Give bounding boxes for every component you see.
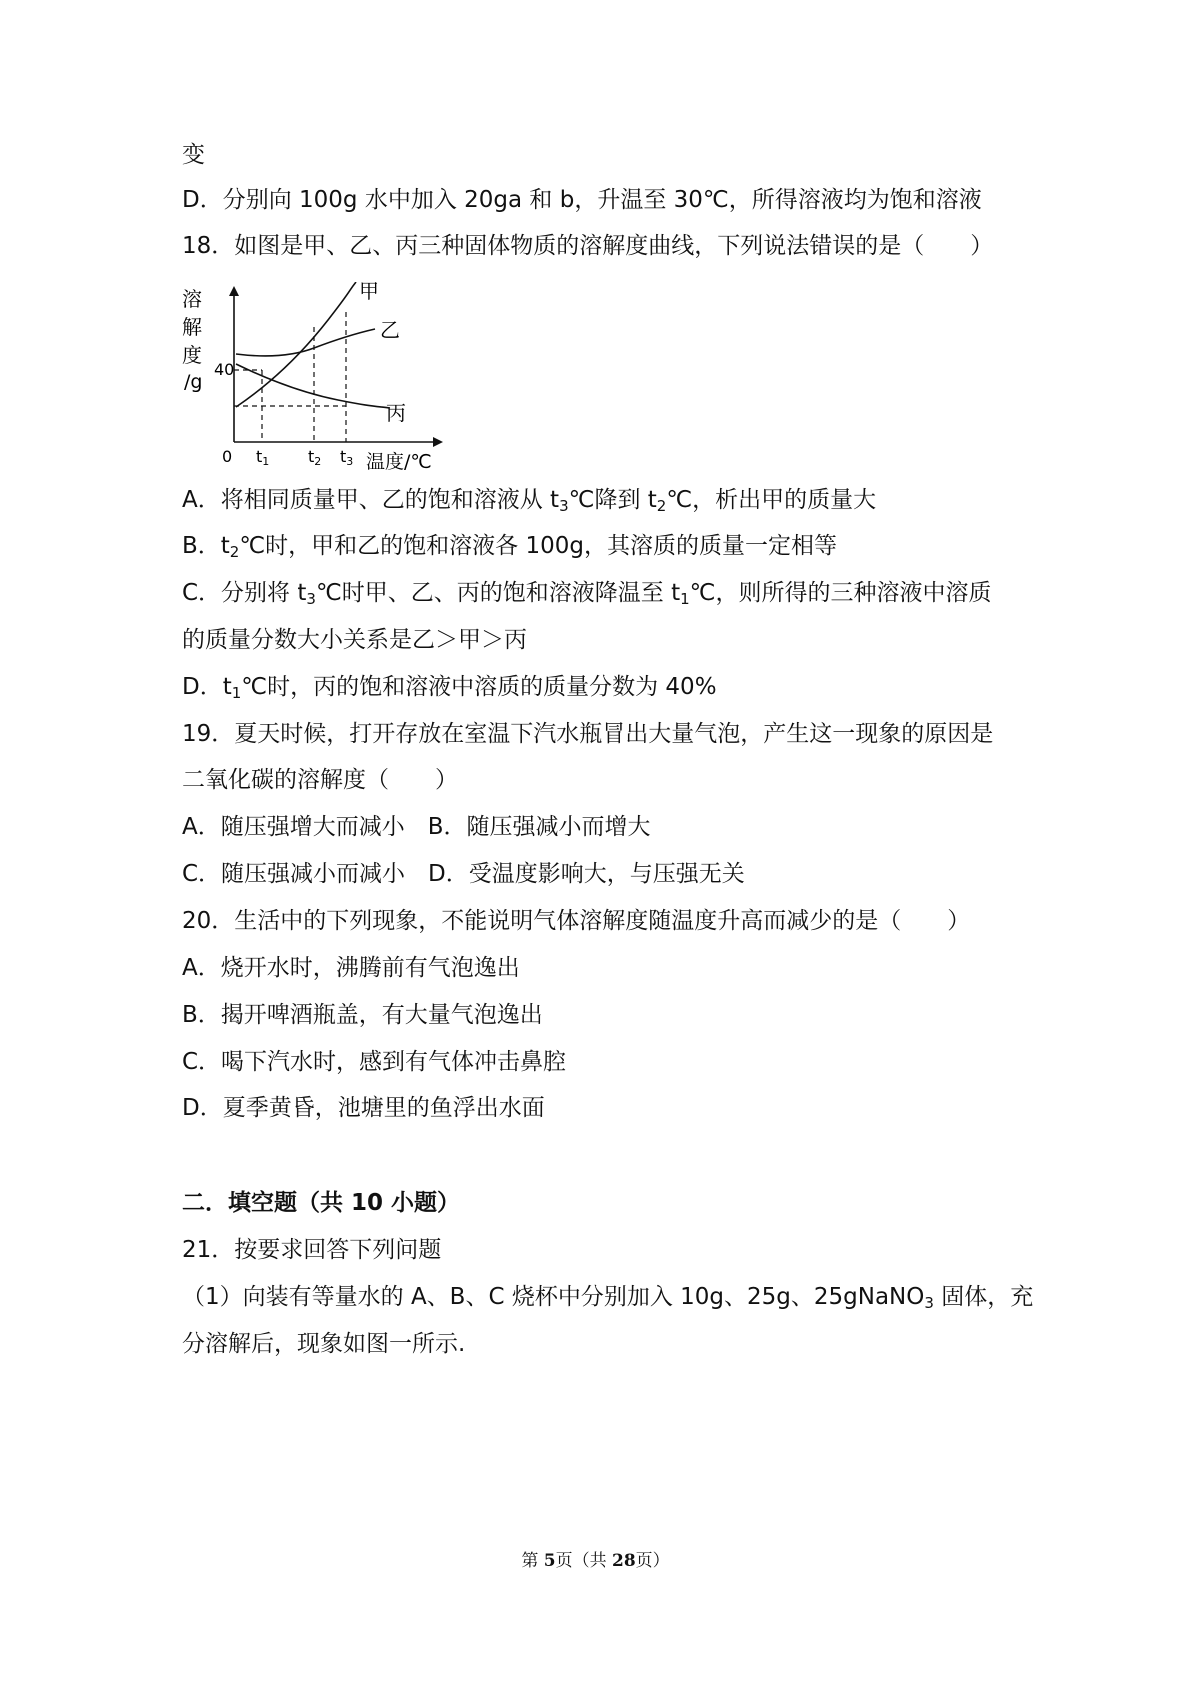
solubility-curve-figure <box>178 282 458 472</box>
page-footer: 第 5页（共 28页） <box>521 1551 670 1571</box>
option-20b: B．揭开啤酒瓶盖，有大量气泡逸出 <box>182 1002 543 1028</box>
y-axis-arrow <box>229 286 239 296</box>
x-tick-t1: t1 <box>256 447 270 468</box>
option-18c-continued: 的质量分数大小关系是乙＞甲＞丙 <box>182 627 527 653</box>
x-axis-label: 温度/℃ <box>366 451 432 472</box>
y-axis-label-3: 度 <box>182 343 202 367</box>
curve-label-bing: 丙 <box>386 401 406 425</box>
y-axis-label-1: 溶 <box>182 287 202 311</box>
curve-label-jia: 甲 <box>359 282 379 303</box>
option-18b: B．$t_2℃$时，甲和乙的饱和溶液各 100g，其溶质的质量一定相等 <box>182 533 837 561</box>
options-19ab: A．随压强增大而减小 B．随压强减小而增大 <box>182 814 651 840</box>
text-line-1: 变 <box>182 142 205 168</box>
option-18c: C．分别将 $t_3℃$时甲、乙、丙的饱和溶液降温至 $t_1℃$，则所得的三种溶液中溶质 <box>182 580 992 608</box>
question-21: 21．按要求回答下列问题 <box>182 1237 442 1263</box>
question-18: 18．如图是甲、乙、丙三种固体物质的溶解度曲线，下列说法错误的是（ ） <box>182 233 994 259</box>
x-tick-t3: t3 <box>340 447 354 468</box>
section-heading: 二．填空题（共 10 小题） <box>182 1190 461 1216</box>
question-20: 20．生活中的下列现象，不能说明气体溶解度随温度升高而减少的是（ ） <box>182 908 971 934</box>
question-21-part-1: （1）向装有等量水的 A、B、C 烧杯中分别加入 10g、25g、25gNaNO$_3$ 固体，充 <box>182 1284 1034 1312</box>
option-20d: D．夏季黄昏，池塘里的鱼浮出水面 <box>182 1095 545 1121</box>
question-21-part-1-continued: 分溶解后，现象如图一所示. <box>182 1331 466 1357</box>
x-axis-arrow <box>433 437 443 447</box>
curve-label-yi: 乙 <box>380 318 400 342</box>
option-18a: A．将相同质量甲、乙的饱和溶液从 $t_3℃$降到 $t_2℃$，析出甲的质量大 <box>182 487 877 515</box>
x-tick-t2: t2 <box>308 447 322 468</box>
options-19cd: C．随压强减小而减小 D．受温度影响大，与压强无关 <box>182 861 745 887</box>
y-axis-label-4: /g <box>184 371 203 393</box>
y-axis-label-2: 解 <box>182 315 202 339</box>
question-19: 19．夏天时候，打开存放在室温下汽水瓶冒出大量气泡，产生这一现象的原因是 <box>182 721 994 747</box>
origin-label: 0 <box>222 447 233 466</box>
option-17d: D．分别向 100g 水中加入 20ga 和 b，升温至 30℃，所得溶液均为饱和溶液 <box>182 187 982 213</box>
curve-yi <box>236 329 375 356</box>
option-20a: A．烧开水时，沸腾前有气泡逸出 <box>182 955 520 981</box>
option-18d: D．$t_1℃$时，丙的饱和溶液中溶质的质量分数为 40% <box>182 674 717 702</box>
option-20c: C．喝下汽水时，感到有气体冲击鼻腔 <box>182 1049 567 1075</box>
curve-bing <box>236 364 390 408</box>
y-tick-40: 40 <box>214 360 235 379</box>
question-19-continued: 二氧化碳的溶解度（ ） <box>182 767 458 793</box>
